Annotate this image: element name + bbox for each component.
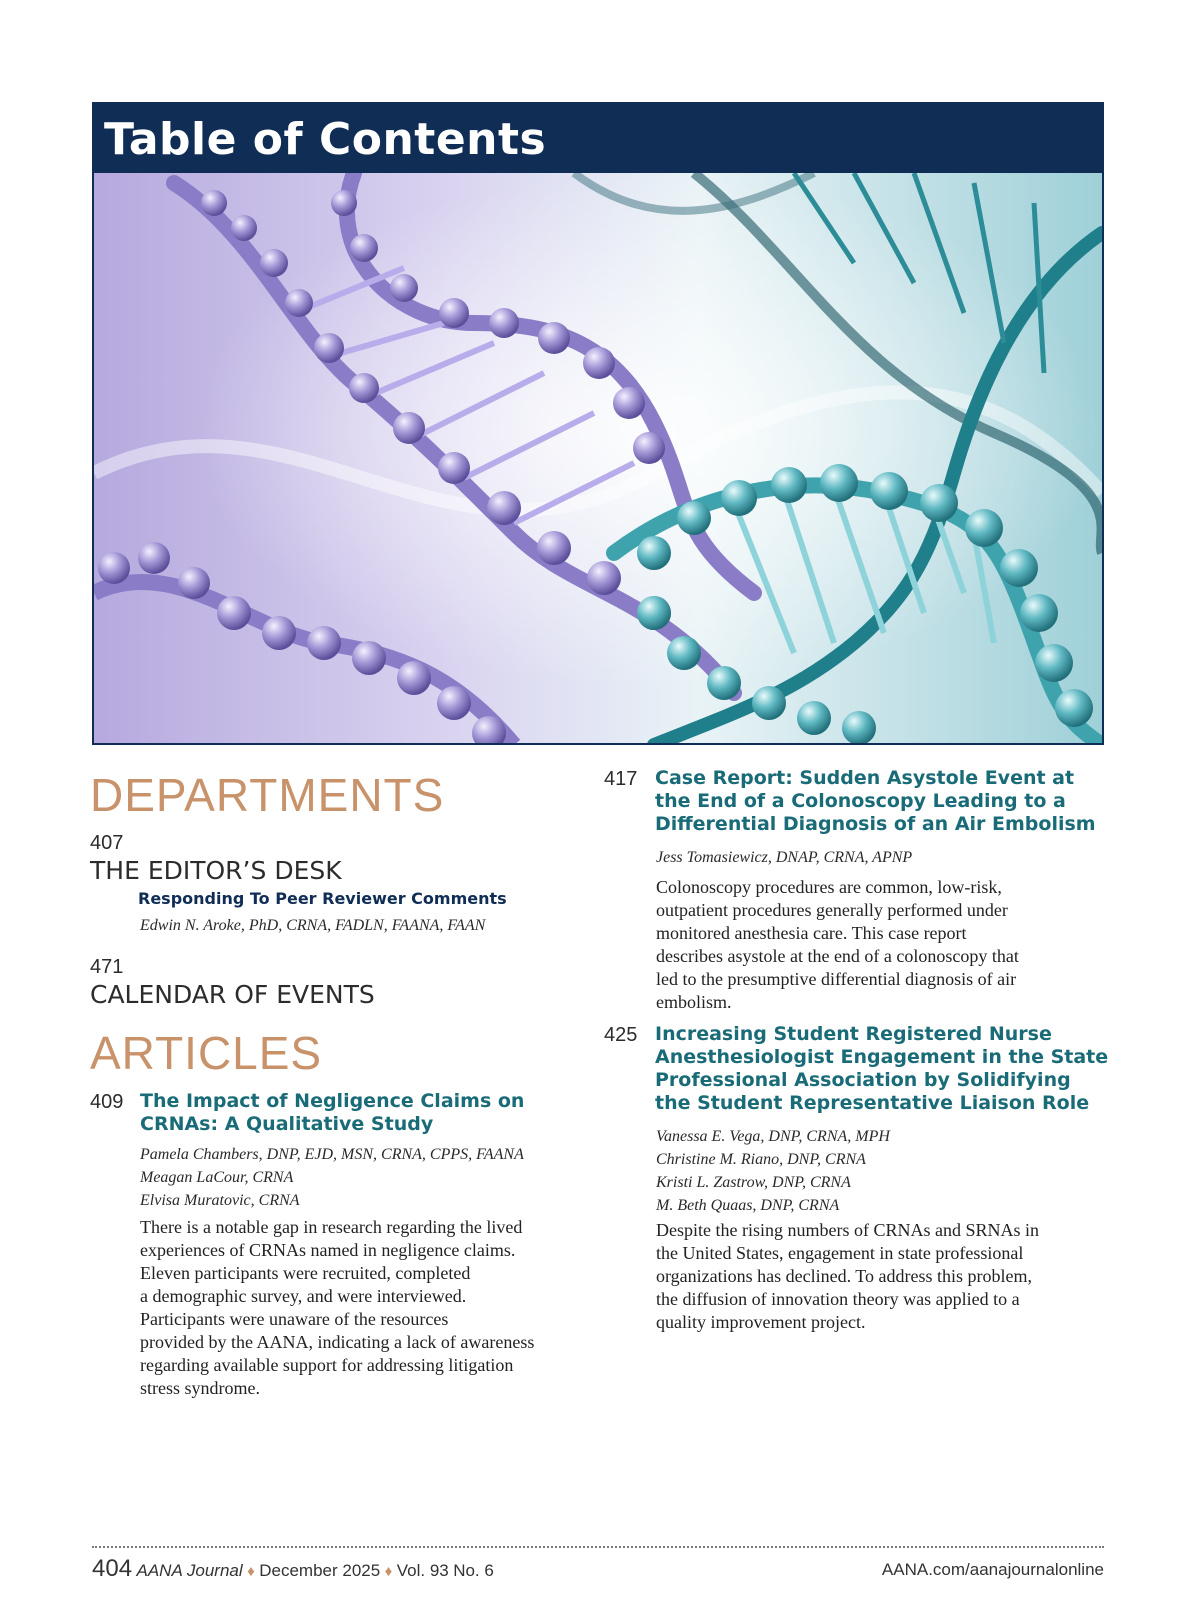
abstract-line: provided by the AANA, indicating a lack of awareness <box>140 1332 535 1352</box>
dna-helix-artwork <box>94 173 1102 745</box>
abstract-line: Despite the rising numbers of CRNAs and SRNAs in <box>656 1220 1039 1240</box>
author-name: Christine M. Riano, DNP, CRNA <box>656 1151 866 1168</box>
articles-heading: ARTICLES <box>90 1027 323 1079</box>
abstract-line: quality improvement project. <box>656 1312 866 1332</box>
abstract-line: Colonoscopy procedures are common, low-risk, <box>656 877 1002 897</box>
article-title-line: Case Report: Sudden Asystole Event at <box>655 767 1075 789</box>
article-title-line: Professional Association by Solidifying <box>655 1069 1071 1091</box>
footer-volume: Vol. 93 <box>396 1561 449 1580</box>
author-name: Elvisa Muratovic, CRNA <box>140 1192 300 1209</box>
footer-page-number: 404 <box>92 1555 133 1582</box>
article-page-number: 409 <box>90 1091 124 1113</box>
diamond-separator-icon: ♦ <box>384 1563 393 1580</box>
abstract-line: There is a notable gap in research regarding the lived <box>140 1217 523 1237</box>
abstract-line: experiences of CRNAs named in negligence claims. <box>140 1240 516 1260</box>
abstract-line: Participants were unaware of the resources <box>140 1309 449 1329</box>
article-authors <box>140 1143 524 1212</box>
dna-helix-illustration <box>94 173 1102 745</box>
department-title[interactable]: CALENDAR OF EVENTS <box>90 980 375 1009</box>
article-authors <box>656 846 912 869</box>
footer-date: December 2025 <box>259 1561 381 1580</box>
footer-citation <box>92 1555 494 1583</box>
department-page-number: 407 <box>90 832 124 854</box>
article-title-line: Differential Diagnosis of an Air Embolism <box>655 813 1096 835</box>
author-name: M. Beth Quaas, DNP, CRNA <box>656 1197 840 1214</box>
article-title-line: CRNAs: A Qualitative Study <box>140 1113 434 1135</box>
article-authors <box>656 1125 890 1217</box>
article-title-line: the Student Representative Liaison Role <box>655 1092 1090 1114</box>
department-author: Edwin N. Aroke, PhD, CRNA, FADLN, FAANA, FAAN <box>140 917 486 934</box>
footer-url-link[interactable]: AANA.com/aanajournalonline <box>881 1560 1104 1579</box>
diamond-separator-icon: ♦ <box>247 1563 255 1580</box>
abstract-line: outpatient procedures generally performed under <box>656 900 1008 920</box>
abstract-line: monitored anesthesia care. This case report <box>656 923 967 943</box>
abstract-line: led to the presumptive differential diagnosis of air <box>656 969 1017 989</box>
article-abstract <box>656 1219 1039 1334</box>
author-name: Jess Tomasiewicz, DNAP, CRNA, APNP <box>656 849 913 866</box>
department-title[interactable]: THE EDITOR’S DESK <box>90 856 342 885</box>
author-name: Pamela Chambers, DNP, EJD, MSN, CRNA, CPPS, FAANA <box>140 1146 524 1163</box>
article-title[interactable] <box>140 1090 524 1136</box>
author-name: Meagan LaCour, CRNA <box>140 1169 294 1186</box>
abstract-line: Eleven participants were recruited, completed <box>140 1263 471 1283</box>
abstract-line: stress syndrome. <box>140 1378 260 1398</box>
article-title[interactable] <box>655 767 1096 836</box>
article-page-number: 425 <box>604 1024 638 1046</box>
banner <box>92 102 1104 745</box>
abstract-line: regarding available support for addressing litigation <box>140 1355 514 1375</box>
department-page-number: 471 <box>90 956 124 978</box>
abstract-line: the United States, engagement in state professional <box>656 1243 1024 1263</box>
abstract-line: embolism. <box>656 992 732 1012</box>
departments-heading: DEPARTMENTS <box>90 769 445 821</box>
banner-title-bar <box>94 104 1102 173</box>
footer-divider <box>92 1546 1104 1548</box>
article-abstract <box>140 1216 534 1400</box>
article-title[interactable] <box>655 1023 1108 1115</box>
article-title-line: The Impact of Negligence Claims on <box>140 1090 525 1112</box>
abstract-line: the diffusion of innovation theory was applied to a <box>656 1289 1020 1309</box>
author-name: Kristi L. Zastrow, DNP, CRNA <box>656 1174 851 1191</box>
author-name: Vanessa E. Vega, DNP, CRNA, MPH <box>656 1128 890 1145</box>
abstract-line: describes asystole at the end of a colonoscopy that <box>656 946 1019 966</box>
article-page-number: 417 <box>604 768 638 790</box>
footer-journal-name: AANA Journal <box>136 1561 243 1580</box>
article-title-line: the End of a Colonoscopy Leading to a <box>655 790 1066 812</box>
abstract-line: a demographic survey, and were interviewed. <box>140 1286 467 1306</box>
article-title-line: Increasing Student Registered Nurse <box>655 1023 1052 1045</box>
abstract-line: organizations has declined. To address this problem, <box>656 1266 1032 1286</box>
page-title: Table of Contents <box>104 114 547 165</box>
article-abstract <box>656 876 1019 1014</box>
article-title-line: Anesthesiologist Engagement in the State <box>655 1046 1109 1068</box>
department-subtitle[interactable]: Responding To Peer Reviewer Comments <box>138 889 507 908</box>
footer-issue: No. 6 <box>453 1561 494 1580</box>
